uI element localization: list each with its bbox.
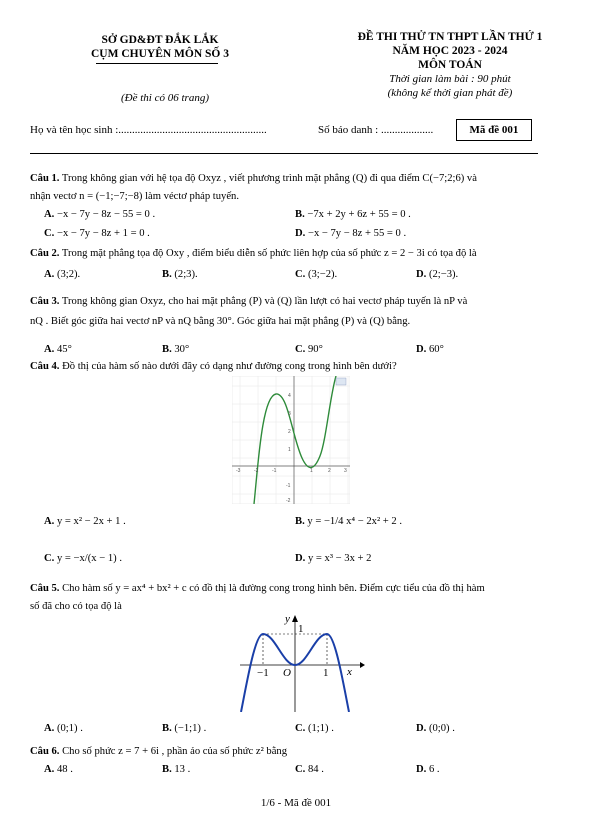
q5-text-2: số đã cho có tọa độ là — [30, 601, 122, 612]
q5-option-c: C. (1;1) . — [295, 723, 334, 734]
question-5: Câu 5. Cho hàm số y = ax⁴ + bx² + c có đồ thị là đường cong trong hình bên. Điểm cực tiểu của đồ thị hàm — [30, 583, 485, 594]
exam-header — [325, 30, 575, 100]
q3-text-2: nQ . Biết góc giữa hai vectơ nP và nQ bằng 30°. Góc giữa hai mặt phẳng (P) và (Q) bằng. — [30, 316, 411, 327]
q2-option-b: B. (2;3). — [162, 269, 198, 280]
q1-text-2: nhận vectơ n = (−1;−7;−8) làm véctơ pháp tuyến. — [30, 191, 239, 202]
exam-note: (không kể thời gian phát đề) — [387, 87, 513, 99]
q5-graph — [235, 612, 365, 712]
q4-option-d: D. y = x³ − 3x + 2 — [295, 553, 372, 564]
q5-option-d: D. (0;0) . — [416, 723, 455, 734]
q5-x-label: x — [347, 666, 352, 678]
q5-origin: O — [283, 667, 291, 679]
q1-label: Câu 1. — [30, 173, 60, 184]
school-cluster: CỤM CHUYÊN MÔN SỐ 3 — [91, 48, 229, 60]
q4-tick-x-0: -3 — [236, 468, 241, 474]
q4-toolbar-icon — [336, 378, 346, 385]
q1-option-b: B. −7x + 2y + 6z + 55 = 0 . — [295, 209, 411, 220]
exam-title: ĐỀ THI THỬ TN THPT LẦN THỨ 1 — [357, 31, 543, 43]
q6-option-b: B. 13 . — [162, 764, 191, 775]
q1-text-1: Trong không gian với hệ tọa độ Oxyz , viết phương trình mặt phẳng (Q) đi qua điểm C(−7;2;6) và — [61, 173, 477, 184]
q4-tick-x-3: 1 — [310, 468, 313, 474]
q5-tick-minus-1: −1 — [257, 667, 269, 679]
question-4: Câu 4. Đồ thị của hàm số nào dưới đây có dạng như đường cong trong hình bên dưới? — [30, 361, 397, 372]
student-id-field: Số báo danh : ................... — [318, 124, 434, 136]
q4-tick-x-5: 3 — [344, 468, 347, 474]
q4-tick-y-5: -2 — [286, 498, 291, 504]
question-1 — [30, 172, 477, 186]
question-2: Câu 2. Trong mặt phẳng tọa độ Oxy , điểm biểu diễn số phức liên hợp của số phức z = 2 − 3i có tọa độ là — [30, 248, 477, 259]
q2-option-c: C. (3;−2). — [295, 269, 338, 280]
q3-option-a: A. 45° — [44, 344, 72, 355]
q1-option-a: A. −x − 7y − 8z − 55 = 0 . — [44, 209, 156, 220]
q4-tick-x-1: -2 — [254, 468, 259, 474]
q5-option-b: B. (−1;1) . — [162, 723, 207, 734]
q4-tick-y-0: 4 — [288, 393, 291, 399]
q2-option-a: A. (3;2). — [44, 269, 81, 280]
exam-year: NĂM HỌC 2023 - 2024 — [392, 45, 508, 57]
q1-option-c: C. −x − 7y − 8z + 1 = 0 . — [44, 228, 150, 239]
q5-x-arrow — [360, 662, 365, 668]
question-3: Câu 3. Trong không gian Oxyz, cho hai mặt phẳng (P) và (Q) lần lượt có hai vectơ pháp tuyến là nP và — [30, 296, 468, 307]
q6-option-c: C. 84 . — [295, 764, 324, 775]
q6-option-d: D. 6 . — [416, 764, 440, 775]
question-6: Câu 6. Cho số phức z = 7 + 6i , phần ảo của số phức z² bằng — [30, 746, 287, 757]
exam-subject: MÔN TOÁN — [418, 59, 482, 71]
q5-y-arrow — [292, 615, 298, 622]
school-dept: SỞ GD&ĐT ĐẮK LẮK — [101, 34, 219, 46]
q3-option-d: D. 60° — [416, 344, 444, 355]
q4-graph — [232, 376, 350, 504]
page-count: (Đề thi có 06 trang) — [121, 92, 209, 104]
exam-time: Thời gian làm bài : 90 phút — [389, 73, 511, 85]
q3-option-b: B. 30° — [162, 344, 190, 355]
header-underline — [96, 63, 218, 64]
q2-option-d: D. (2;−3). — [416, 269, 459, 280]
q5-y-label: y — [285, 613, 290, 625]
q4-tick-x-4: 2 — [328, 468, 331, 474]
student-name-field: Họ và tên học sinh :...................................................... — [30, 124, 267, 136]
q4-option-b: B. y = −1/4 x⁴ − 2x² + 2 . — [295, 516, 402, 527]
q4-tick-y-1: 3 — [288, 411, 291, 417]
exam-code-box: Mã đề 001 — [456, 119, 532, 141]
q4-tick-y-2: 2 — [288, 429, 291, 435]
q5-tick-1-top: 1 — [298, 623, 304, 635]
q3-option-c: C. 90° — [295, 344, 323, 355]
q5-option-a: A. (0;1) . — [44, 723, 83, 734]
school-header — [60, 33, 260, 61]
q1-option-d: D. −x − 7y − 8z + 55 = 0 . — [295, 228, 407, 239]
q4-tick-x-2: -1 — [272, 468, 277, 474]
q4-tick-y-3: 1 — [288, 447, 291, 453]
q6-option-a: A. 48 . — [44, 764, 73, 775]
divider — [30, 153, 538, 154]
page-footer: 1/6 - Mã đề 001 — [260, 797, 332, 809]
q5-tick-1: 1 — [323, 667, 329, 679]
q4-tick-y-4: -1 — [286, 483, 291, 489]
q4-option-a: A. y = x² − 2x + 1 . — [44, 516, 126, 527]
q4-option-c: C. y = −x/(x − 1) . — [44, 553, 122, 564]
